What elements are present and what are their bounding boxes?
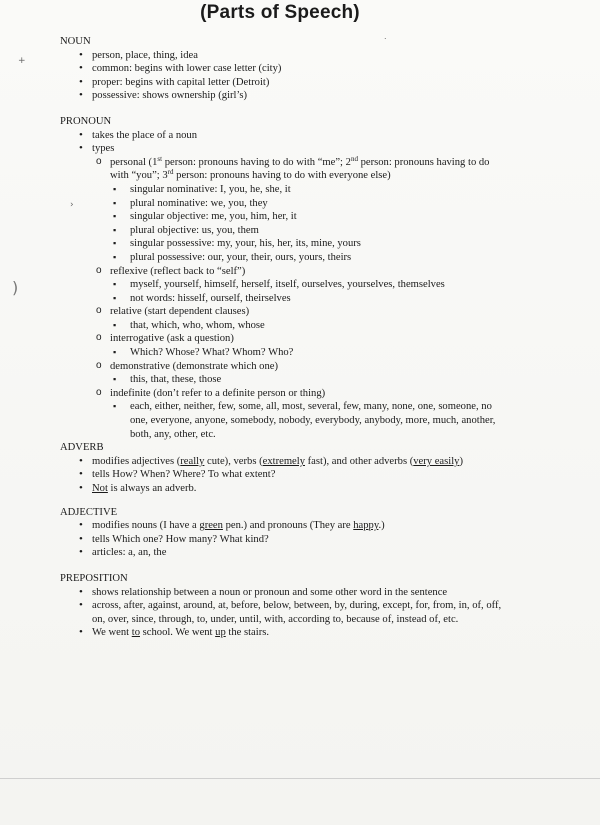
pronoun-type-relative: o relative (start dependent clauses) ▪ that, which, who, whom, whose — [96, 305, 510, 332]
adverb-heading: ADVERB — [60, 442, 104, 454]
relative-subitems — [111, 319, 510, 333]
list-item: • across, after, against, around, at, before, below, between, by, during, except, for, from, in, of, off, on, over, since, through, to, under, until, with, according to, because of, instead of, etc. — [60, 599, 510, 626]
pronoun-type-demonstrative: o demonstrative (demonstrate which one) ▪ this, that, these, those — [96, 360, 510, 387]
page-title: (Parts of Speech) — [200, 2, 360, 23]
list-item: ▪ myself, yourself, himself, herself, itself, ourselves, yourselves, themselves — [111, 278, 510, 292]
worksheet-content — [60, 35, 510, 640]
scan-mark: ) — [12, 278, 19, 297]
list-item: • tells Which one? How many? What kind? — [60, 533, 510, 547]
scan-mark: + — [18, 56, 26, 66]
list-item: ▪ that, which, who, whom, whose — [111, 319, 510, 333]
list-item — [60, 142, 510, 441]
list-item: ▪ plural nominative: we, you, they — [111, 197, 510, 211]
list-item: ▪ this, that, these, those — [111, 373, 510, 387]
list-item: • takes the place of a noun — [60, 129, 510, 143]
adjective-list — [60, 519, 510, 560]
list-item: ▪ plural possessive: our, your, their, ours, yours, theirs — [111, 251, 510, 265]
pronoun-type-interrogative: o interrogative (ask a question) ▪ Which? Whose? What? Whom? Who? — [96, 332, 510, 359]
demonstrative-subitems — [111, 373, 510, 387]
list-item: • shows relationship between a noun or pronoun and some other word in the sentence — [60, 586, 510, 600]
list-item: ▪ singular nominative: I, you, he, she, it — [111, 183, 510, 197]
list-item: ▪ each, either, neither, few, some, all, most, several, few, many, none, one, someone, no one, everyone, anyone, somebody, nobody, everybody, anybody, more, much, another, both, any, other, etc. — [111, 400, 510, 441]
list-item: • Not is always an adverb. — [60, 482, 510, 496]
list-item: • modifies adjectives (really cute), verbs (extremely fast), and other adverbs (very easily) — [60, 455, 510, 469]
list-item: • articles: a, an, the — [60, 546, 510, 560]
list-item: ▪ plural objective: us, you, them — [111, 224, 510, 238]
adjective-heading: ADJECTIVE — [60, 506, 118, 518]
scan-edge — [0, 778, 600, 779]
preposition-list — [60, 586, 510, 640]
interrogative-subitems — [111, 346, 510, 360]
list-item: • common: begins with lower case letter (city) — [60, 62, 510, 76]
pronoun-list — [60, 129, 510, 442]
list-item: • possessive: shows ownership (girl’s) — [60, 89, 510, 103]
list-item: ▪ singular possessive: my, your, his, her, its, mine, yours — [111, 237, 510, 251]
list-item: • modifies nouns (I have a green pen.) and pronouns (They are happy.) — [60, 519, 510, 533]
pronoun-type-personal: o personal (1st person: pronouns having to do with “me”; 2nd person: pronouns having to do with “you”; 3rd person: pronouns having to do with everyone else) ▪ singular nominative: I, you, he, she, it ▪ plural nominative: we, you, they ▪ singular objective: me, you, him, her, it ▪ plural objective: us, you, them ▪ singular possessive: my, your, his, her, its, mine, yours ▪ plural possessive: our, your, their, ours, yours, theirs — [96, 156, 510, 265]
indefinite-subitems — [111, 400, 510, 441]
scan-mark: . — [384, 32, 387, 41]
list-item: • We went to school. We went up the stairs. — [60, 626, 510, 640]
types-label: types — [92, 143, 115, 155]
pronoun-type-reflexive: o reflexive (reflect back to “self”) ▪ myself, yourself, himself, herself, itself, ourselves, yourselves, themselves ▪ not words: hisself, ourself, theirselves — [96, 265, 510, 306]
noun-list — [60, 49, 510, 103]
personal-subitems — [111, 183, 510, 265]
preposition-heading: PREPOSITION — [60, 572, 128, 584]
list-item: ▪ not words: hisself, ourself, theirselves — [111, 292, 510, 306]
reflexive-subitems — [111, 278, 510, 305]
list-item: ▪ Which? Whose? What? Whom? Who? — [111, 346, 510, 360]
list-item: • tells How? When? Where? To what extent? — [60, 468, 510, 482]
pronoun-type-indefinite: o indefinite (don’t refer to a definite person or thing) ▪ each, either, neither, few, some, all, most, several, few, many, none, one, someone, no one, everyone, anyone, somebody, nobody, everybody, anybody, more, much, another, both, any, other, etc. — [96, 387, 510, 441]
list-item: • person, place, thing, idea — [60, 49, 510, 63]
pronoun-heading: PRONOUN — [60, 115, 112, 127]
list-item: • proper: begins with capital letter (Detroit) — [60, 76, 510, 90]
list-item: ▪ singular objective: me, you, him, her, it — [111, 210, 510, 224]
adverb-list — [60, 455, 510, 496]
pronoun-types-list — [96, 156, 510, 441]
noun-heading: NOUN — [60, 36, 91, 47]
scan-mark: › — [70, 200, 74, 210]
